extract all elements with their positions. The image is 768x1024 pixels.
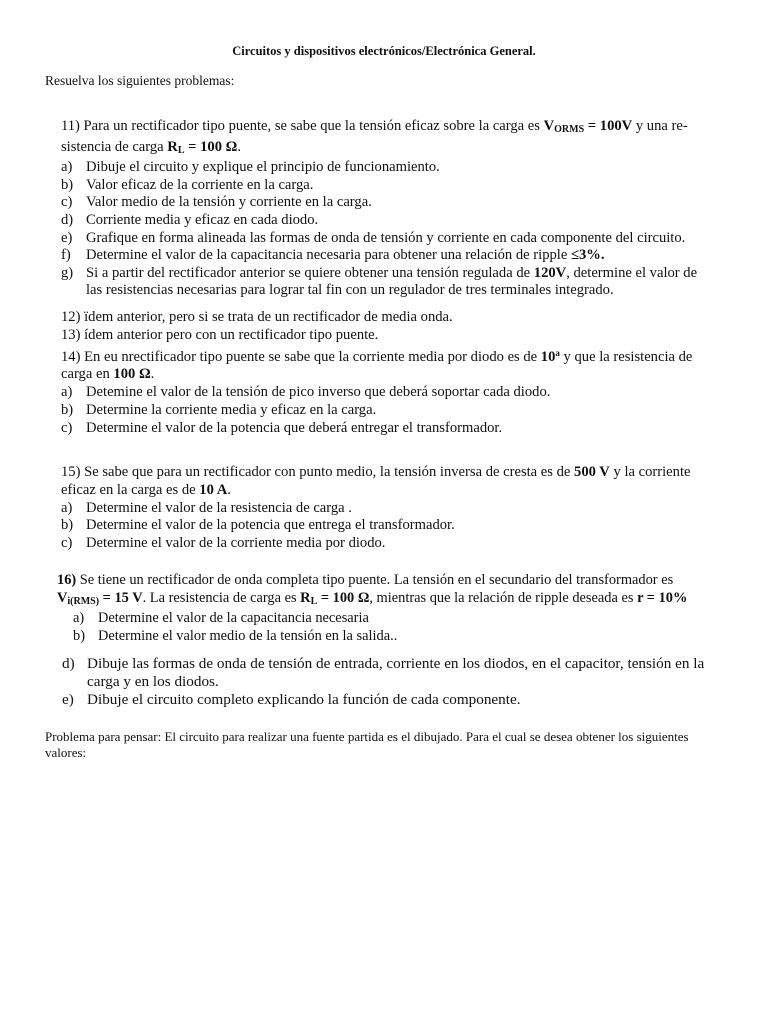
item-text: Determine el valor de la resistencia de carga . <box>86 499 352 516</box>
problem-16-extra <box>62 655 704 710</box>
problem-11-text-end: . <box>237 138 242 155</box>
problem-14-text: 14) En eu nrectificador tipo puente se sabe que la corriente media por diodo es de <box>61 348 541 365</box>
problem-11 <box>61 118 697 300</box>
voltage-value: = 15 V <box>99 589 143 606</box>
thinking-problem: Problema para pensar: El circuito para realizar una fuente partida es el dibujado. Para el cual se desea obtener los siguientes valores: <box>45 729 689 760</box>
problem-16-sublist <box>57 610 687 645</box>
problem-14-line-2 <box>61 366 692 384</box>
item-text: Determine el valor de la potencia que entrega el transformador. <box>86 517 455 534</box>
voltage-subscript: ORMS <box>554 124 585 135</box>
item-letter: b) <box>73 627 85 644</box>
problem-11-text-end: y una re- <box>632 118 688 134</box>
item-text: Determine el valor medio de la tensión en la salida.. <box>98 627 398 644</box>
problem-14-line-1 <box>61 345 692 367</box>
list-item <box>61 212 697 230</box>
item-text: Dibuje las formas de onda de tensión de entrada, corriente en los diodos, en el capacitor, tensión en la <box>87 655 705 672</box>
item-text: Dibuje el circuito y explique el principio de funcionamiento. <box>86 159 440 176</box>
problem-16-line-2 <box>57 590 687 611</box>
list-item <box>61 500 691 518</box>
item-text: Determine el valor de la corriente media por diodo. <box>86 535 386 552</box>
item-letter: c) <box>61 194 73 211</box>
item-text: Determine el valor de la capacitancia necesaria <box>98 610 369 626</box>
list-item <box>73 628 687 646</box>
list-item <box>61 194 697 212</box>
resistance-symbol: R <box>167 138 178 155</box>
item-text: Si a partir del rectificador anterior se quiere obtener una tensión regulada de <box>86 264 534 281</box>
item-continuation: carga y en los diodos. <box>87 673 219 691</box>
item-text: Grafique en forma alineada las formas de onda de tensión y corriente en cada componente del circuito. <box>86 229 686 246</box>
resistance-value: = 100 Ω <box>317 589 370 606</box>
list-item <box>61 159 697 177</box>
voltage-value: 500 V <box>574 464 610 480</box>
list-item <box>73 610 687 628</box>
list-item <box>61 265 697 283</box>
problem-16-text: . La resistencia de carga es <box>142 589 301 606</box>
item-letter: e) <box>61 229 73 246</box>
resistance-value: = 100 Ω <box>184 138 238 155</box>
list-item <box>61 535 691 553</box>
problem-14-text: carga en <box>61 366 114 383</box>
item-text-end: , determine el valor de <box>566 264 698 281</box>
item-letter: b) <box>61 401 74 418</box>
problem-12: 12) ïdem anterior, pero si se trata de un rectificador de media onda. <box>61 309 453 325</box>
resistance-value: 100 Ω <box>113 366 151 383</box>
problem-15-text-end: y la corriente <box>609 464 691 480</box>
item-text: Valor eficaz de la corriente en la carga. <box>86 176 314 193</box>
voltage-value: = 100V <box>584 118 633 134</box>
resistance-subscript: L <box>310 595 318 607</box>
item-letter: c) <box>61 419 73 436</box>
problem-11-text: 11) Para un rectificador tipo puente, se sabe que la tensión eficaz sobre la carga es <box>61 118 544 134</box>
item-text: Determine el valor de la capacitancia necesaria para obtener una relación de ripple <box>86 247 571 264</box>
problem-14-text-end: y que la resistencia de <box>559 348 693 365</box>
ripple-value: ≤3%. <box>570 247 605 264</box>
item-text: Valor medio de la tensión y corriente en la carga. <box>86 194 372 211</box>
resistance-symbol: R <box>300 589 311 606</box>
resistance-subscript: L <box>177 144 185 156</box>
item-letter: a) <box>61 159 73 176</box>
item-letter: a) <box>73 610 85 626</box>
problem-15-text: eficaz en la carga es de <box>61 481 200 498</box>
problems-12-14 <box>61 309 692 438</box>
item-letter: f) <box>61 247 71 264</box>
item-text: Determine la corriente media y eficaz en la carga. <box>86 401 377 418</box>
item-text: Dibuje el circuito completo explicando la función de cada componente. <box>87 691 521 709</box>
item-letter: g) <box>61 264 74 281</box>
problem-16-text: , mientras que la relación de ripple deseada es <box>369 589 638 606</box>
regulated-voltage-value: 120V <box>533 264 567 281</box>
page-title: Circuitos y dispositivos electrónicos/Electrónica General. <box>232 44 536 58</box>
voltage-subscript: i(RMS) <box>67 595 100 607</box>
intro-text: Resuelva los siguientes problemas: <box>45 73 235 88</box>
problem-16-line-1 <box>57 572 687 590</box>
voltage-symbol: V <box>57 589 68 606</box>
list-item <box>62 655 704 673</box>
item-letter: a) <box>61 384 73 401</box>
problem-11-line-1 <box>61 118 697 139</box>
list-item <box>61 420 692 438</box>
current-value: 10 A <box>199 481 228 498</box>
list-item <box>61 517 691 535</box>
problem-14-text-end: . <box>150 366 155 383</box>
problem-16 <box>57 572 687 645</box>
problem-13: 13) ídem anterior pero con un rectificador tipo puente. <box>61 326 379 343</box>
item-letter: e) <box>62 691 74 709</box>
list-item <box>61 177 697 195</box>
current-value: 10 <box>540 348 556 365</box>
list-item <box>61 402 692 420</box>
voltage-symbol: V <box>543 118 555 134</box>
item-continuation: las resistencias necesarias para lograr tal fin con un regulador de tres terminales integrado. <box>86 282 614 299</box>
problem-15-text-end: . <box>227 481 231 498</box>
ripple-value: r = 10% <box>637 589 688 606</box>
list-item <box>62 691 704 709</box>
item-text: Corriente media y eficaz en cada diodo. <box>86 211 319 228</box>
item-text: Determine el valor de la potencia que deberá entregar el transformador. <box>86 419 503 436</box>
problem-15 <box>61 464 691 553</box>
item-letter: d) <box>62 655 75 672</box>
item-letter: c) <box>61 535 73 552</box>
problem-15-line-1 <box>61 464 691 482</box>
problem-15-text: 15) Se sabe que para un rectificador con punto medio, la tensión inversa de cresta es de <box>61 464 575 480</box>
item-text: Detemine el valor de la tensión de pico inverso que deberá soportar cada diodo. <box>86 384 551 401</box>
item-letter: d) <box>61 211 74 228</box>
item-letter: b) <box>61 176 74 193</box>
problem-16-text: Se tiene un rectificador de onda completa tipo puente. La tensión en el secundario del transformador es <box>76 572 674 588</box>
item-letter: a) <box>61 499 73 516</box>
problem-11-text: sistencia de carga <box>61 138 168 155</box>
item-letter: b) <box>61 517 74 534</box>
problem-16-number: 16) <box>57 572 77 588</box>
list-item <box>61 230 697 248</box>
problem-11-line-2 <box>61 139 697 160</box>
problem-15-line-2 <box>61 482 691 500</box>
list-item <box>61 384 692 402</box>
current-superscript: a <box>555 347 560 358</box>
list-item <box>61 247 697 265</box>
